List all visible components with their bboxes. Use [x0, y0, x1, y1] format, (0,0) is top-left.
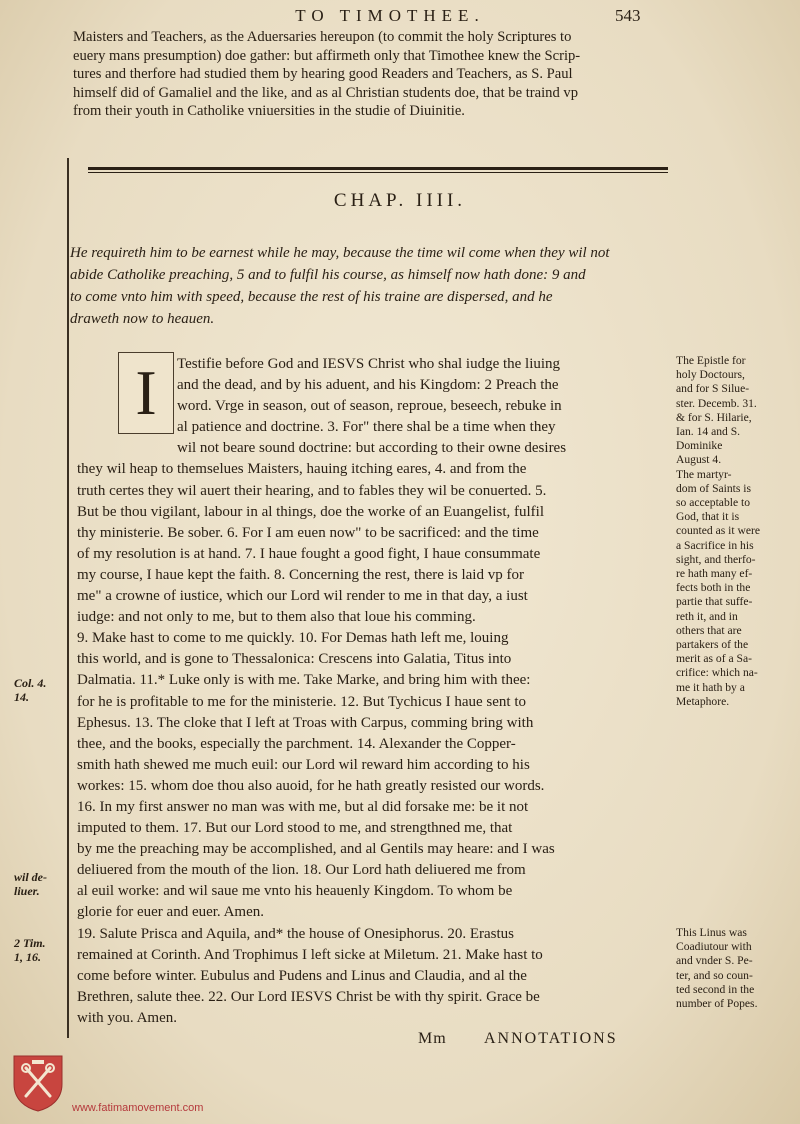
body-line: deliuered from the mouth of the lion. 18. Our Lord hath deliuered me from — [77, 862, 526, 879]
side-note-line: so acceptable to — [676, 496, 751, 510]
body-line: 9. Make hast to come to me quickly. 10. For Demas hath left me, louing — [77, 630, 509, 647]
body-line: imputed to them. 17. But our Lord stood to me, and strengthned me, that — [77, 820, 513, 837]
text-line: Maisters and Teachers, as the Aduersaries hereupon (to commit the holy Scriptures to — [73, 29, 572, 45]
section-divider-thin — [88, 172, 668, 173]
body-line: remained at Corinth. And Trophimus I left sicke at Miletum. 21. Make hast to — [77, 946, 543, 963]
body-line: with you. Amen. — [77, 1009, 177, 1026]
body-line: Brethren, salute thee. 22. Our Lord IESVS Christ be with thy spirit. Grace be — [77, 988, 540, 1005]
side-note-line: ted second in the — [676, 982, 755, 996]
side-note-line: dom of Saints is — [676, 481, 752, 495]
side-note-line: partie that suffe- — [676, 595, 753, 609]
body-line: my course, I haue kept the faith. 8. Concerning the rest, there is laid vp for — [77, 566, 524, 583]
argument-line: He requireth him to be earnest while he may, because the time wil come when they wil not — [70, 245, 610, 261]
running-header: TO TIMOTHEE. — [295, 6, 485, 25]
body-line: glorie for euer and euer. Amen. — [77, 904, 265, 921]
side-note-line: August 4. — [676, 453, 722, 467]
text-line: himself did of Gamaliel and the like, and as al Christian students doe, that be traind vp — [73, 84, 578, 101]
signature-mark: Mm — [418, 1030, 447, 1047]
body-line: this world, and is gone to Thessalonica: Crescens into Galatia, Titus into — [77, 651, 512, 668]
argument-line: draweth now to heauen. — [70, 311, 215, 327]
body-line: thy ministerie. Be sober. 6. For I am euen now" to be sacrificed: and the time — [77, 524, 539, 541]
page-number: 543 — [615, 6, 641, 25]
side-note-line: Coadiutour with — [676, 940, 752, 954]
side-notes-linus — [676, 926, 794, 1011]
drop-cap: I — [118, 352, 174, 434]
body-line: by me the preaching may be accomplished, and al Gentils may heare: and I was — [77, 841, 555, 858]
papal-keys-shield-icon — [12, 1054, 64, 1112]
side-note-line: Metaphore. — [676, 694, 730, 708]
catchword: ANNOTATIONS — [484, 1030, 618, 1047]
side-note-line: reth it, and in — [676, 609, 738, 623]
side-note-line: The Epistle for — [676, 354, 746, 367]
side-note-line: partakers of the — [676, 638, 749, 652]
side-note-line: re hath many ef- — [676, 567, 753, 581]
side-note-line: The martyr- — [676, 467, 732, 481]
body-line: al euil worke: and wil saue me vnto his heauenly Kingdom. To whom be — [77, 883, 513, 900]
side-note-line: fects both in the — [676, 581, 751, 595]
body-line: Testifie before God and IESVS Christ who shal iudge the liuing — [177, 356, 561, 372]
left-note-col: Col. 4. 14. — [14, 676, 47, 704]
side-note-line: Dominike — [676, 439, 723, 453]
body-line: Dalmatia. 11.* Luke only is with me. Take Marke, and bring him with thee: — [77, 672, 531, 689]
body-line: 16. In my first answer no man was with me, but al did forsake me: be it not — [77, 798, 529, 815]
section-divider — [88, 167, 668, 170]
side-note-line: holy Doctours, — [676, 368, 745, 382]
left-note-timothy: 2 Tim. 1, 16. — [14, 936, 46, 964]
body-line: they wil heap to themselues Maisters, hauing itching eares, 4. and from the — [77, 461, 527, 478]
side-note-line: me it hath by a — [676, 680, 745, 694]
side-note-line: and vnder S. Pe- — [676, 954, 753, 968]
side-note-line: number of Popes. — [676, 997, 758, 1011]
side-note-line: & for S. Hilarie, — [676, 410, 752, 424]
body-line: thee, and the books, especially the parchment. 14. Alexander the Copper- — [77, 735, 516, 752]
side-note-line: a Sacrifice in his — [676, 538, 754, 552]
body-line: for he is profitable to me for the ministerie. 12. But Tychicus I haue sent to — [77, 693, 526, 710]
argument-line: to come vnto him with speed, because the rest of his traine are dispersed, and he — [70, 289, 553, 305]
side-note-line: and for S Silue- — [676, 382, 750, 396]
text-line: tures and therfore had studied them by hearing good Readers and Teachers, as S. Paul — [73, 66, 573, 82]
chapter-title: CHAP. IIII. — [333, 190, 467, 211]
side-note-line: Ian. 14 and S. — [676, 425, 741, 439]
body-line: al patience and doctrine. 3. For" there shal be a time when they — [177, 419, 556, 436]
body-line: workes: 15. whom doe thou also auoid, for he hath greatly resisted our words. — [77, 777, 545, 794]
body-line: iudge: and not only to me, but to them also that loue his comming. — [77, 609, 476, 626]
body-line: word. Vrge in season, out of season, reproue, beseech, rebuke in — [177, 398, 562, 415]
chapter-argument — [70, 242, 680, 330]
margin-rule — [67, 158, 69, 1038]
body-line: me" a crowne of iustice, which our Lord wil render to me in that day, a iust — [77, 588, 528, 605]
side-note-line: merit as of a Sa- — [676, 652, 752, 666]
side-note-line: ster. Decemb. 31. — [676, 396, 757, 410]
body-line: smith hath shewed me much euil: our Lord wil reward him according to his — [77, 756, 530, 773]
text-line: euery mans presumption) doe gather: but affirmeth only that Timothee knew the Scrip- — [73, 47, 581, 64]
text-line: from their youth in Catholike vniuersities in the studie of Diuinitie. — [73, 103, 465, 119]
side-note-line: God, that it is — [676, 510, 740, 524]
body-line: and the dead, and by his aduent, and his Kingdom: 2 Preach the — [177, 377, 559, 394]
body-line: of my resolution is at hand. 7. I haue fought a good fight, I haue consummate — [77, 545, 541, 562]
left-note-wil-deliuer: wil de- liuer. — [14, 870, 47, 898]
body-text — [77, 354, 667, 1029]
side-note-line: ter, and so coun- — [676, 968, 753, 982]
body-line: But be thou vigilant, labour in al things, doe the worke of an Euangelist, fulfil — [77, 503, 544, 520]
top-continuation-text — [73, 28, 683, 121]
side-note-line: others that are — [676, 623, 742, 637]
body-line: truth certes they wil auert their hearing, and to fables they wil be conuerted. 5. — [77, 482, 547, 499]
body-line: come before winter. Eubulus and Pudens and Linus and Claudia, and al the — [77, 967, 527, 984]
side-note-line: sight, and therfo- — [676, 552, 756, 566]
body-line: Ephesus. 13. The cloke that I left at Troas with Carpus, comming bring with — [77, 714, 534, 731]
argument-line: abide Catholike preaching, 5 and to fulfil his course, as himself now hath done: 9 and — [70, 267, 586, 283]
side-notes — [676, 354, 794, 709]
body-line: wil not beare sound doctrine: but according to their owne desires — [177, 440, 567, 457]
side-note-line: crifice: which na- — [676, 666, 758, 680]
side-note-line: This Linus was — [676, 926, 747, 939]
body-line: 19. Salute Prisca and Aquila, and* the house of Onesiphorus. 20. Erastus — [77, 925, 515, 942]
side-note-line: counted as it were — [676, 524, 761, 538]
watermark-url[interactable]: www.fatimamovement.com — [72, 1102, 204, 1114]
